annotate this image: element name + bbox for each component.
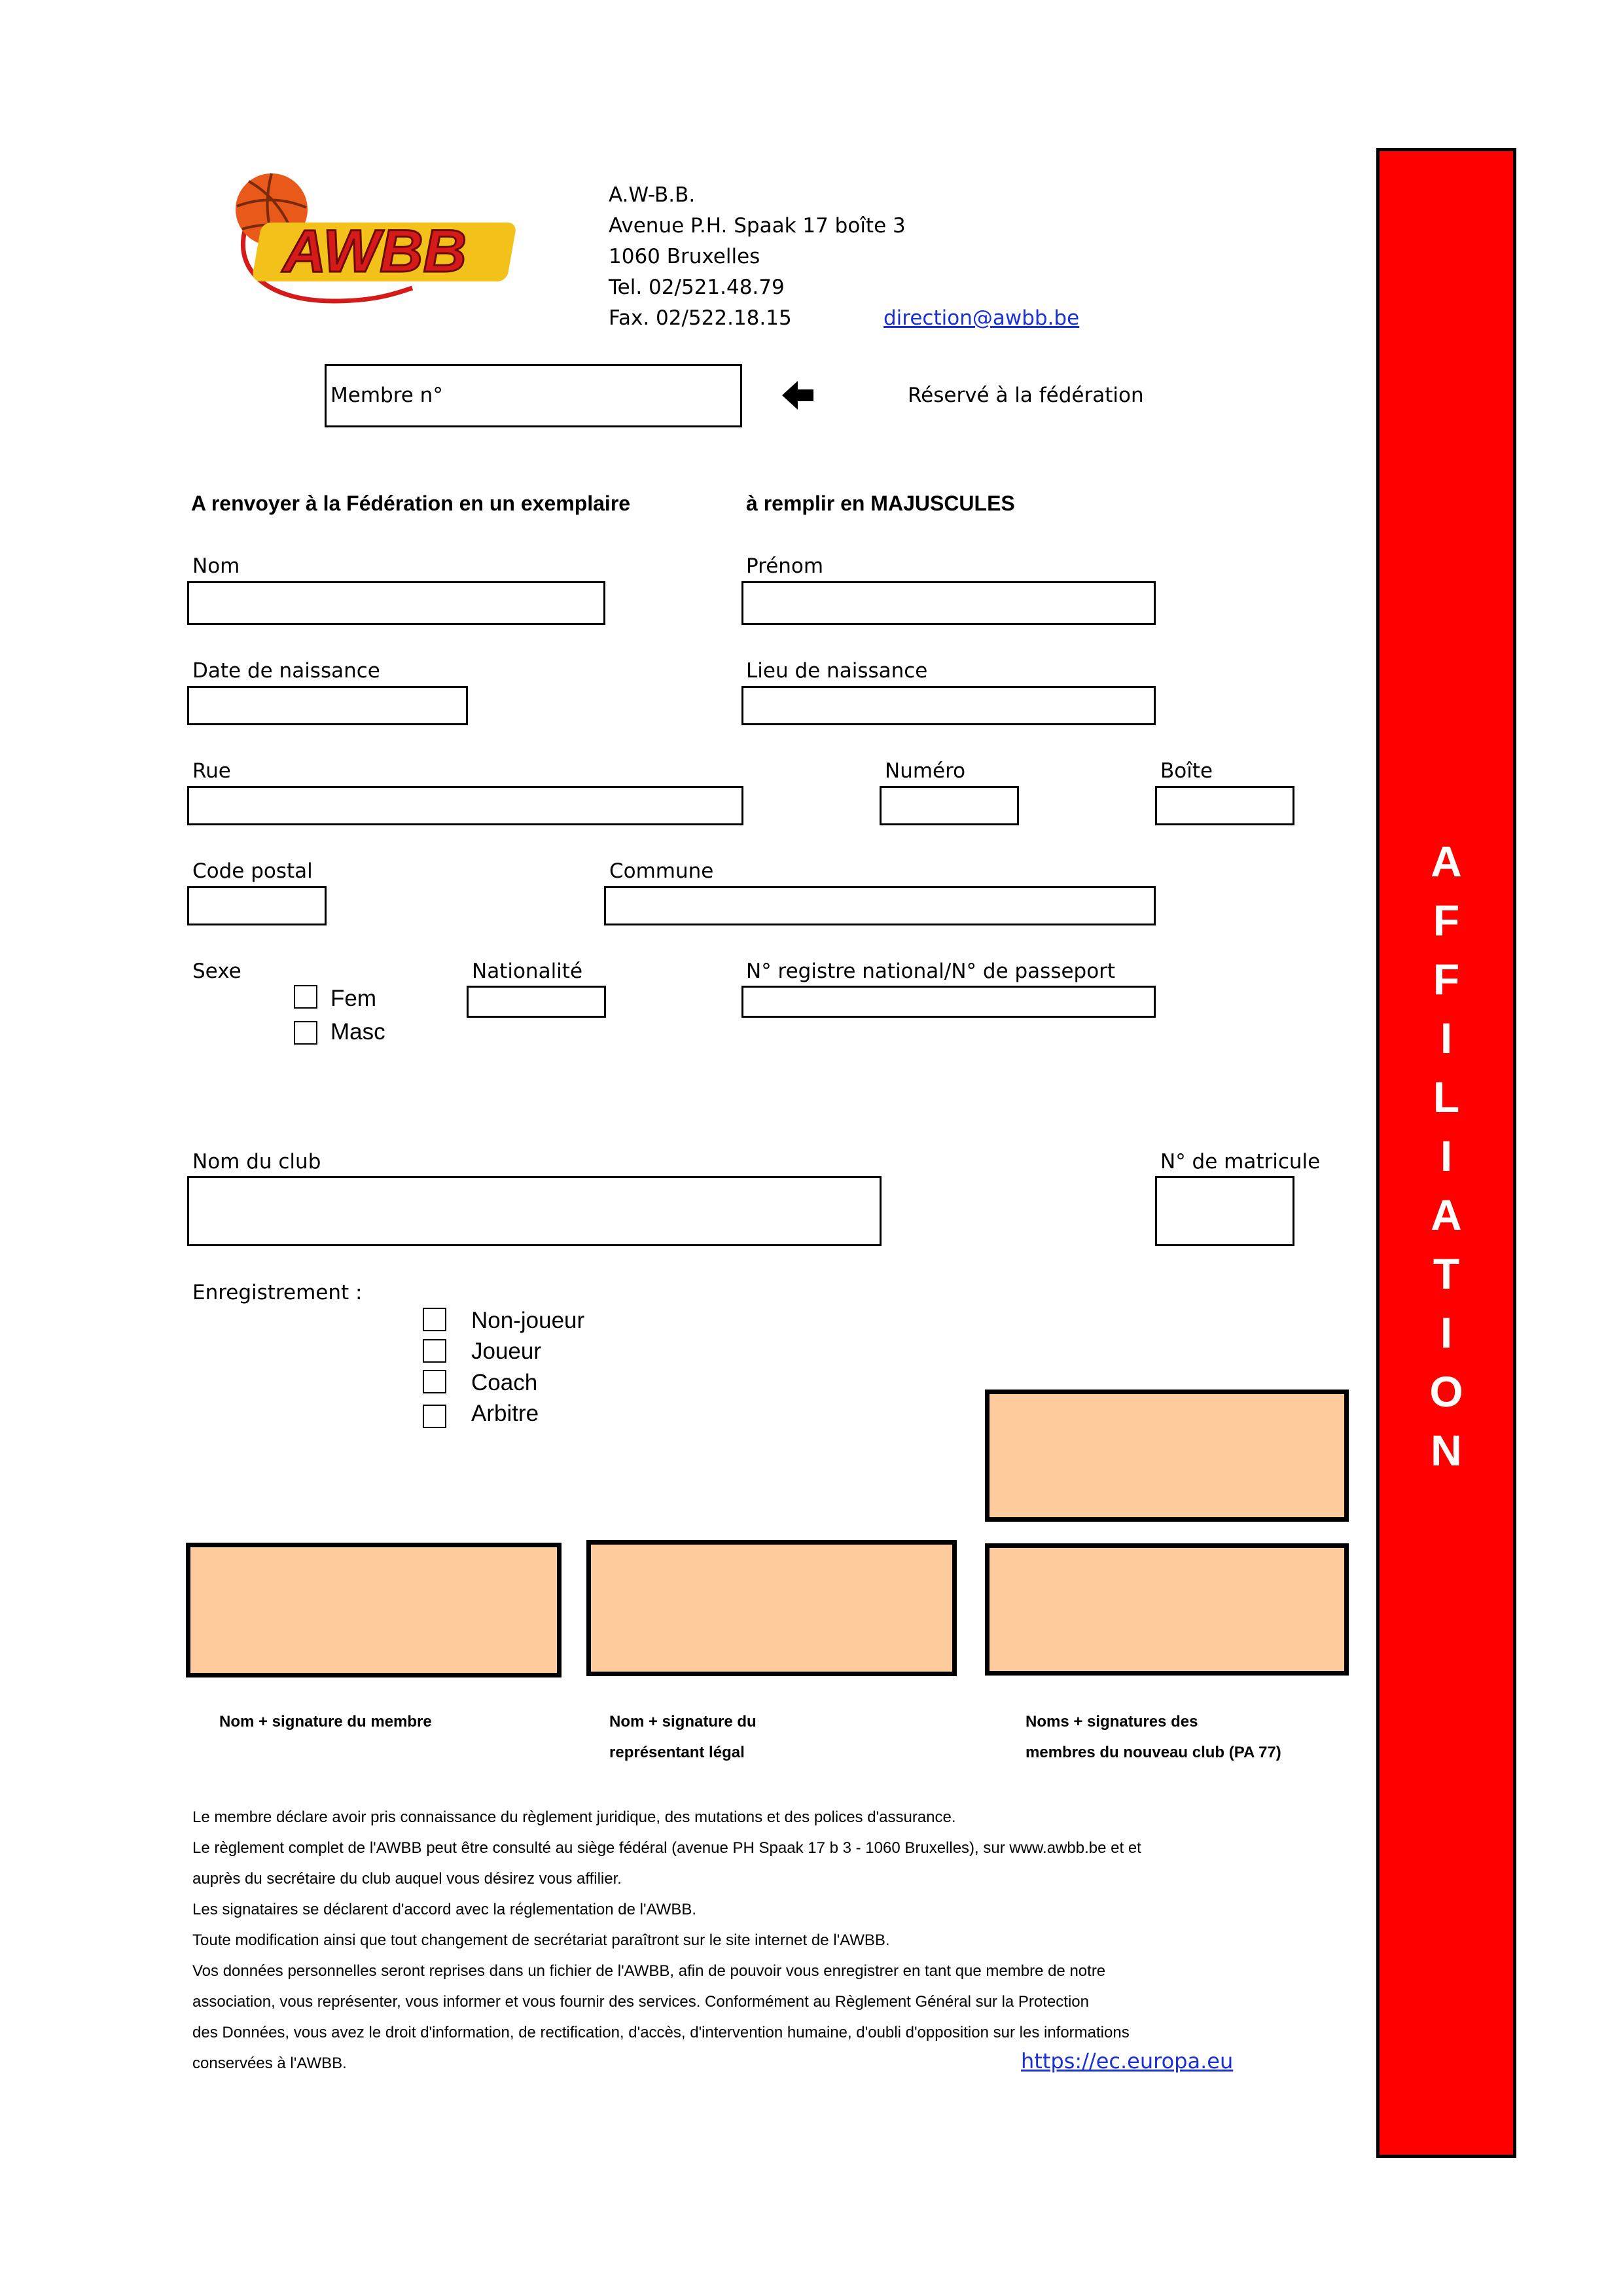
- sexe-masc-checkbox[interactable]: [294, 1021, 317, 1045]
- label-nationalite: Nationalité: [472, 960, 583, 983]
- sexe-fem-label: Fem: [330, 986, 376, 1011]
- note-line: Le règlement complet de l'AWBB peut être consulté au siège fédéral (avenue PH Spaak 17 b 3 - 1060 Bruxelles), sur www.awbb.be et et: [192, 1839, 1141, 1857]
- joueur-label: Joueur: [471, 1338, 542, 1364]
- sidebar-letter: N: [1431, 1426, 1462, 1475]
- coach-label: Coach: [471, 1370, 538, 1395]
- joueur-checkbox[interactable]: [423, 1339, 446, 1363]
- club-caption-line1: Noms + signatures des: [1026, 1713, 1198, 1731]
- sidebar-letter: O: [1429, 1367, 1463, 1416]
- instruction-capitals: à remplir en MAJUSCULES: [746, 492, 1015, 515]
- arrow-left-icon: [781, 378, 815, 412]
- member-number-label: Membre n°: [330, 384, 443, 407]
- matricule-field[interactable]: [1155, 1176, 1294, 1246]
- nationalite-field[interactable]: [467, 986, 606, 1018]
- note-line: conservées à l'AWBB.: [192, 2054, 347, 2072]
- label-nom-club: Nom du club: [192, 1150, 321, 1174]
- label-boite: Boîte: [1160, 759, 1213, 783]
- sidebar-letter: A: [1431, 1191, 1462, 1239]
- member-signature-box[interactable]: [186, 1543, 562, 1677]
- label-date-naissance: Date de naissance: [192, 659, 380, 683]
- sidebar-letter: L: [1433, 1073, 1460, 1121]
- sidebar-letter: I: [1440, 1132, 1453, 1180]
- label-code-postal: Code postal: [192, 859, 313, 883]
- sidebar-letter: I: [1440, 1308, 1453, 1357]
- arbitre-label: Arbitre: [471, 1401, 539, 1426]
- org-name: A.W-B.B.: [609, 183, 696, 207]
- note-line: des Données, vous avez le droit d'information, de rectification, d'accès, d'intervention humaine, d'oubli d'opposition sur les informations: [192, 2024, 1130, 2041]
- label-prenom: Prénom: [746, 554, 824, 578]
- email-link[interactable]: direction@awbb.be: [883, 306, 1080, 330]
- code-postal-field[interactable]: [187, 886, 327, 925]
- note-line: association, vous représenter, vous informer et vous fournir des services. Conformément au Règlement Général sur la Protection: [192, 1993, 1089, 2011]
- note-line: auprès du secrétaire du club auquel vous désirez vous affilier.: [192, 1870, 622, 1888]
- label-nom: Nom: [192, 554, 240, 578]
- label-enregistrement: Enregistrement :: [192, 1281, 363, 1304]
- note-line: Toute modification ainsi que tout changement de secrétariat paraîtront sur le site internet de l'AWBB.: [192, 1931, 890, 1949]
- arbitre-checkbox[interactable]: [423, 1405, 446, 1428]
- legal-rep-signature-box[interactable]: [586, 1540, 957, 1676]
- org-tel: Tel. 02/521.48.79: [609, 276, 785, 299]
- date-naissance-field[interactable]: [187, 686, 468, 725]
- sexe-masc-label: Masc: [330, 1019, 385, 1045]
- legal-rep-caption-line1: Nom + signature du: [609, 1713, 757, 1731]
- label-registre: N° registre national/N° de passeport: [746, 960, 1116, 983]
- note-line: Vos données personnelles seront reprises dans un fichier de l'AWBB, afin de pouvoir vous enregistrer en tant que membre de notre: [192, 1962, 1106, 1980]
- europa-link[interactable]: https://ec.europa.eu: [1021, 2049, 1234, 2073]
- awbb-logo: [223, 167, 530, 311]
- note-line: Les signataires se déclarent d'accord avec la réglementation de l'AWBB.: [192, 1901, 697, 1918]
- commune-field[interactable]: [604, 886, 1156, 925]
- sexe-fem-checkbox[interactable]: [294, 985, 317, 1009]
- sidebar-letter: I: [1440, 1014, 1453, 1062]
- federation-stamp-box[interactable]: [985, 1390, 1349, 1522]
- member-signature-caption: Nom + signature du membre: [219, 1713, 432, 1731]
- legal-notes: [192, 1802, 1141, 2079]
- sidebar-letter: F: [1433, 896, 1460, 944]
- prenom-field[interactable]: [741, 581, 1156, 625]
- affiliation-sidebar: [1376, 148, 1516, 2158]
- org-fax: Fax. 02/522.18.15: [609, 306, 792, 330]
- lieu-naissance-field[interactable]: [741, 686, 1156, 725]
- logo-wordmark: AWBB: [283, 218, 467, 285]
- label-numero: Numéro: [885, 759, 966, 783]
- boite-field[interactable]: [1155, 786, 1294, 825]
- sidebar-letter: F: [1433, 955, 1460, 1003]
- non-joueur-label: Non-joueur: [471, 1308, 585, 1333]
- registre-field[interactable]: [741, 986, 1156, 1018]
- club-caption-line2: membres du nouveau club (PA 77): [1026, 1744, 1281, 1761]
- label-commune: Commune: [609, 859, 714, 883]
- reserved-note: Réservé à la fédération: [908, 384, 1144, 407]
- org-address: Avenue P.H. Spaak 17 boîte 3: [609, 214, 906, 238]
- sidebar-letter: T: [1433, 1249, 1460, 1298]
- sidebar-letter: A: [1431, 837, 1462, 886]
- nom-field[interactable]: [187, 581, 605, 625]
- nom-club-field[interactable]: [187, 1176, 882, 1246]
- label-matricule: N° de matricule: [1160, 1150, 1321, 1174]
- legal-rep-caption-line2: représentant légal: [609, 1744, 745, 1761]
- label-sexe: Sexe: [192, 960, 241, 983]
- note-line: Le membre déclare avoir pris connaissance du règlement juridique, des mutations et des polices d'assurance.: [192, 1808, 956, 1826]
- numero-field[interactable]: [880, 786, 1019, 825]
- label-lieu-naissance: Lieu de naissance: [746, 659, 928, 683]
- coach-checkbox[interactable]: [423, 1370, 446, 1393]
- org-city: 1060 Bruxelles: [609, 245, 760, 268]
- non-joueur-checkbox[interactable]: [423, 1308, 446, 1331]
- club-signature-box[interactable]: [985, 1543, 1349, 1676]
- instruction-return: A renvoyer à la Fédération en un exemplaire: [191, 492, 631, 515]
- rue-field[interactable]: [187, 786, 743, 825]
- label-rue: Rue: [192, 759, 231, 783]
